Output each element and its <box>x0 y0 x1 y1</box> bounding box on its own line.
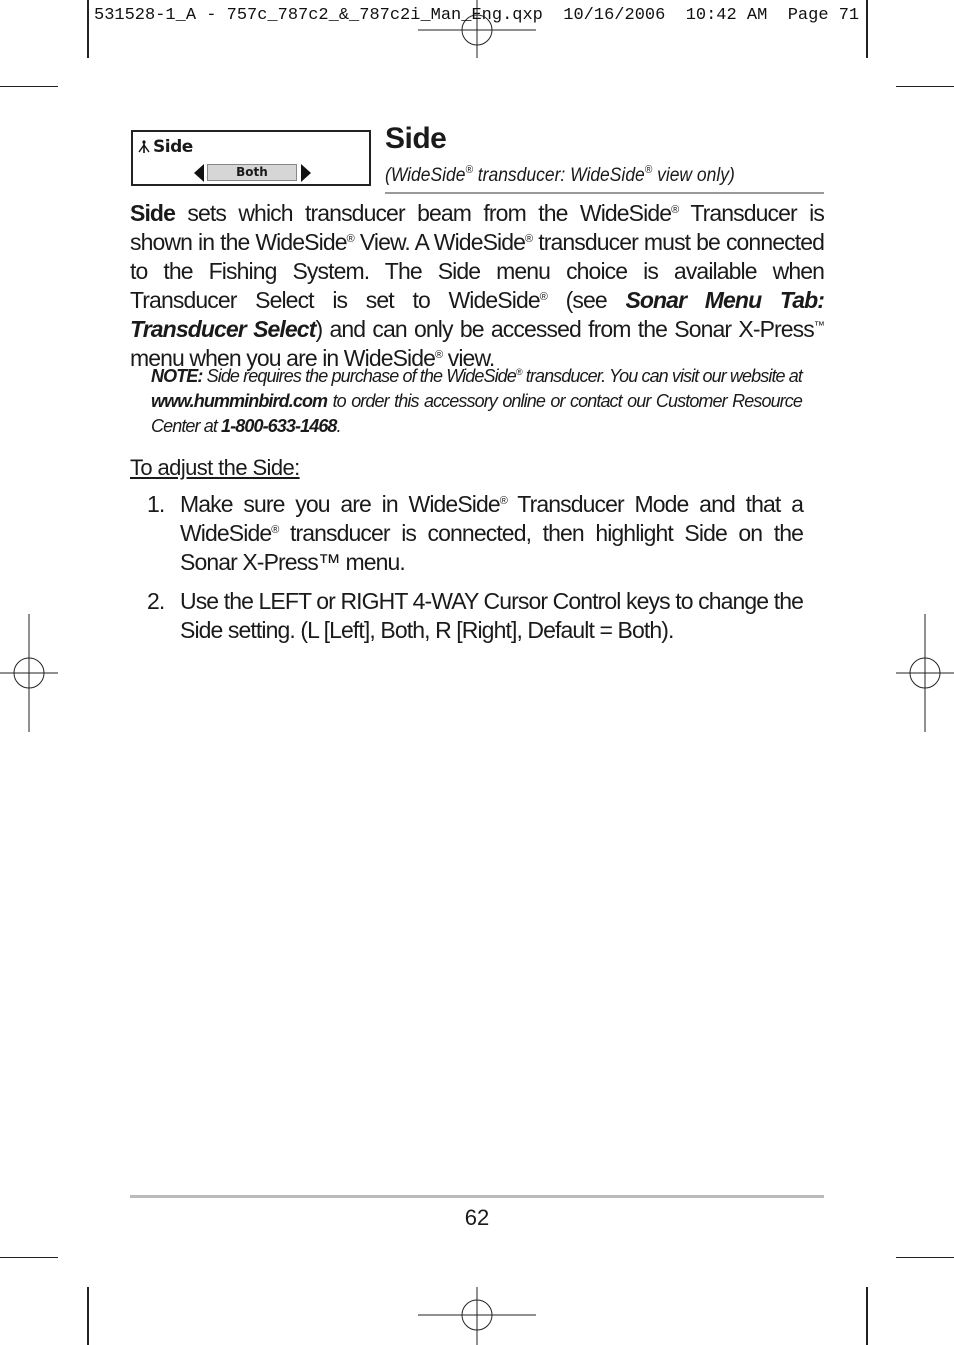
step-number: 1. <box>147 491 165 517</box>
step-text: Use the LEFT or RIGHT 4-WAY Cursor Control keys to change the Side setting. (L [Left], Both, R [Right], Default = Both). <box>180 588 803 643</box>
procedure-steps <box>147 490 803 655</box>
website-link: www.humminbird.com <box>151 391 328 411</box>
transducer-beam-icon <box>137 140 151 154</box>
section-title: Side <box>385 122 447 155</box>
step-text: Make sure you are in WideSide® Transducer Mode and that a WideSide® transducer is connected, then highlight Side on the Sonar X-Press™ menu. <box>180 491 803 575</box>
list-item <box>147 490 803 577</box>
menu-label: Side <box>153 137 193 157</box>
arrow-right-icon <box>300 164 312 182</box>
crop-mark <box>87 1287 89 1345</box>
crop-mark <box>896 1257 954 1258</box>
crop-mark <box>0 86 58 87</box>
registration-mark-left <box>0 614 58 732</box>
heading-rule <box>385 192 824 194</box>
menu-value: Both <box>207 164 297 181</box>
arrow-left-icon <box>193 164 205 182</box>
procedure-heading: To adjust the Side: <box>130 455 300 480</box>
page-number: 62 <box>464 1205 490 1230</box>
registration-mark-right <box>896 614 954 732</box>
crop-mark <box>896 86 954 87</box>
footer-rule <box>130 1195 824 1198</box>
note-paragraph: NOTE: Side requires the purchase of the WideSide® transducer. You can visit our website at www.humminbird.com to order this accessory online or contact our Customer Resource Center at 1-800-633-1468. <box>151 366 802 436</box>
step-number: 2. <box>147 588 165 614</box>
crop-mark <box>866 1287 868 1345</box>
note-label: NOTE: <box>151 366 203 386</box>
list-item <box>147 587 803 645</box>
side-menu-widget <box>131 130 371 186</box>
body-paragraph: Side sets which transducer beam from the WideSide® Transducer is shown in the WideSide® View. A WideSide® transducer must be connected to the Fishing System. The Side menu choice is available when Transducer Select is set to WideSide® (see Sonar Menu Tab: Transducer Select) and can only be accessed from the Sonar X-Press™ menu when you are in WideSide® view. <box>130 200 824 371</box>
phone-number: 1-800-633-1468 <box>221 416 337 436</box>
crop-mark <box>87 0 89 58</box>
registration-mark-bottom <box>418 1287 536 1345</box>
print-slug: 531528-1_A - 757c_787c2_&_787c2i_Man_Eng.qxp 10/16/2006 10:42 AM Page 71 <box>94 6 860 25</box>
crop-mark <box>0 1257 58 1258</box>
cross-reference-link: Sonar Menu Tab: Transducer Select <box>130 287 824 342</box>
section-subtitle: (WideSide® transducer: WideSide® view only) <box>385 164 735 186</box>
